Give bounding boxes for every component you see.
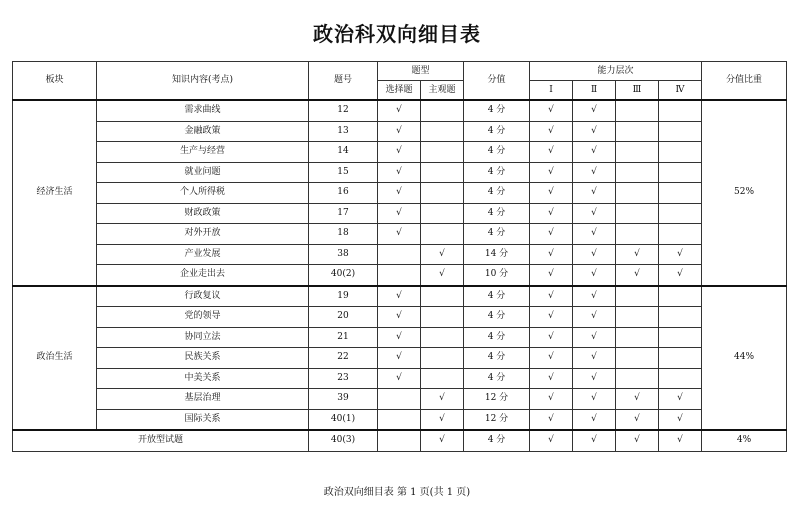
level-4-check: √ xyxy=(659,244,702,265)
table-row xyxy=(13,224,787,245)
level-3-check xyxy=(616,224,659,245)
number-cell: 40(2) xyxy=(309,265,378,286)
table-row xyxy=(13,409,787,430)
knowledge-cell: 中美关系 xyxy=(97,368,309,389)
knowledge-cell: 基层治理 xyxy=(97,389,309,410)
score-cell: 4 分 xyxy=(464,183,530,204)
subjective-check xyxy=(421,327,464,348)
level-3-check xyxy=(616,162,659,183)
level-2-check: √ xyxy=(573,389,616,410)
choice-check xyxy=(378,430,421,451)
level-3-check xyxy=(616,307,659,328)
subjective-check xyxy=(421,286,464,307)
choice-check: √ xyxy=(378,183,421,204)
table-row xyxy=(13,348,787,369)
level-4-check xyxy=(659,224,702,245)
knowledge-cell: 国际关系 xyxy=(97,409,309,430)
knowledge-cell: 协同立法 xyxy=(97,327,309,348)
ratio-cell: 4% xyxy=(702,430,787,451)
knowledge-cell: 企业走出去 xyxy=(97,265,309,286)
subjective-check xyxy=(421,162,464,183)
subjective-check xyxy=(421,348,464,369)
level-2-check: √ xyxy=(573,244,616,265)
level-1-check: √ xyxy=(530,430,573,451)
table-row xyxy=(13,307,787,328)
subjective-check xyxy=(421,183,464,204)
score-cell: 4 分 xyxy=(464,307,530,328)
level-3-check xyxy=(616,368,659,389)
level-4-check xyxy=(659,307,702,328)
table-body xyxy=(13,100,787,451)
subjective-check xyxy=(421,224,464,245)
table-row xyxy=(13,286,787,307)
number-cell: 38 xyxy=(309,244,378,265)
knowledge-cell: 财政政策 xyxy=(97,203,309,224)
level-4-check xyxy=(659,286,702,307)
score-cell: 4 分 xyxy=(464,286,530,307)
table-row xyxy=(13,203,787,224)
score-cell: 4 分 xyxy=(464,121,530,142)
level-3-check xyxy=(616,100,659,121)
knowledge-cell: 产业发展 xyxy=(97,244,309,265)
level-2-check: √ xyxy=(573,121,616,142)
choice-check: √ xyxy=(378,224,421,245)
choice-check: √ xyxy=(378,142,421,163)
score-cell: 4 分 xyxy=(464,327,530,348)
header-module: 板块 xyxy=(13,62,97,101)
table-row-open xyxy=(13,430,787,451)
level-1-check: √ xyxy=(530,183,573,204)
table-row xyxy=(13,265,787,286)
choice-check: √ xyxy=(378,162,421,183)
level-3-check xyxy=(616,348,659,369)
level-1-check: √ xyxy=(530,307,573,328)
choice-check xyxy=(378,244,421,265)
score-cell: 4 分 xyxy=(464,224,530,245)
level-3-check xyxy=(616,286,659,307)
level-3-check: √ xyxy=(616,265,659,286)
level-2-check: √ xyxy=(573,409,616,430)
knowledge-cell: 个人所得税 xyxy=(97,183,309,204)
table-row xyxy=(13,121,787,142)
score-cell: 4 分 xyxy=(464,162,530,183)
choice-check: √ xyxy=(378,100,421,121)
score-cell: 4 分 xyxy=(464,368,530,389)
number-cell: 15 xyxy=(309,162,378,183)
knowledge-cell: 生产与经营 xyxy=(97,142,309,163)
header-level-2: Ⅱ xyxy=(573,81,616,101)
table-row xyxy=(13,142,787,163)
level-3-check xyxy=(616,142,659,163)
page-title: 政治科双向细目表 xyxy=(313,22,481,46)
level-2-check: √ xyxy=(573,286,616,307)
table-row xyxy=(13,368,787,389)
level-4-check xyxy=(659,368,702,389)
number-cell: 19 xyxy=(309,286,378,307)
level-3-check: √ xyxy=(616,389,659,410)
number-cell: 21 xyxy=(309,327,378,348)
choice-check: √ xyxy=(378,203,421,224)
choice-check: √ xyxy=(378,286,421,307)
level-4-check xyxy=(659,142,702,163)
level-3-check: √ xyxy=(616,430,659,451)
number-cell: 16 xyxy=(309,183,378,204)
table-row xyxy=(13,162,787,183)
level-3-check xyxy=(616,183,659,204)
level-2-check: √ xyxy=(573,183,616,204)
level-2-check: √ xyxy=(573,100,616,121)
table-row xyxy=(13,183,787,204)
level-2-check: √ xyxy=(573,348,616,369)
score-cell: 4 分 xyxy=(464,348,530,369)
level-2-check: √ xyxy=(573,162,616,183)
level-4-check: √ xyxy=(659,409,702,430)
knowledge-cell: 就业问题 xyxy=(97,162,309,183)
level-1-check: √ xyxy=(530,368,573,389)
level-1-check: √ xyxy=(530,142,573,163)
score-cell: 12 分 xyxy=(464,409,530,430)
number-cell: 39 xyxy=(309,389,378,410)
level-4-check xyxy=(659,162,702,183)
level-1-check: √ xyxy=(530,244,573,265)
level-1-check: √ xyxy=(530,100,573,121)
choice-check xyxy=(378,389,421,410)
knowledge-cell: 对外开放 xyxy=(97,224,309,245)
score-cell: 4 分 xyxy=(464,430,530,451)
level-2-check: √ xyxy=(573,368,616,389)
table-row xyxy=(13,389,787,410)
header-level-3: Ⅲ xyxy=(616,81,659,101)
header-level-4: Ⅳ xyxy=(659,81,702,101)
level-1-check: √ xyxy=(530,121,573,142)
level-1-check: √ xyxy=(530,286,573,307)
level-4-check xyxy=(659,203,702,224)
header-ability-level: 能力层次 xyxy=(530,62,702,81)
level-4-check xyxy=(659,121,702,142)
level-4-check: √ xyxy=(659,430,702,451)
choice-check: √ xyxy=(378,307,421,328)
level-3-check: √ xyxy=(616,409,659,430)
number-cell: 20 xyxy=(309,307,378,328)
choice-check: √ xyxy=(378,368,421,389)
level-3-check xyxy=(616,327,659,348)
table-row xyxy=(13,327,787,348)
number-cell: 40(3) xyxy=(309,430,378,451)
number-cell: 22 xyxy=(309,348,378,369)
level-2-check: √ xyxy=(573,307,616,328)
level-3-check: √ xyxy=(616,244,659,265)
level-2-check: √ xyxy=(573,327,616,348)
subjective-check xyxy=(421,100,464,121)
subjective-check: √ xyxy=(421,430,464,451)
header-number: 题号 xyxy=(309,62,378,101)
header-score: 分值 xyxy=(464,62,530,101)
page-footer: 政治双向细目表 第 1 页(共 1 页) xyxy=(323,487,471,498)
level-4-check xyxy=(659,327,702,348)
knowledge-cell: 行政复议 xyxy=(97,286,309,307)
score-cell: 10 分 xyxy=(464,265,530,286)
level-1-check: √ xyxy=(530,327,573,348)
ratio-cell: 44% xyxy=(702,286,787,431)
level-3-check xyxy=(616,121,659,142)
subjective-check xyxy=(421,142,464,163)
header-level-1: Ⅰ xyxy=(530,81,573,101)
subjective-check: √ xyxy=(421,389,464,410)
subjective-check: √ xyxy=(421,409,464,430)
subjective-check xyxy=(421,121,464,142)
header-score-ratio: 分值比重 xyxy=(702,62,787,101)
level-2-check: √ xyxy=(573,142,616,163)
score-cell: 14 分 xyxy=(464,244,530,265)
level-4-check: √ xyxy=(659,265,702,286)
subjective-check: √ xyxy=(421,265,464,286)
score-cell: 4 分 xyxy=(464,203,530,224)
choice-check xyxy=(378,409,421,430)
ratio-cell: 52% xyxy=(702,100,787,286)
choice-check xyxy=(378,265,421,286)
knowledge-cell: 金融政策 xyxy=(97,121,309,142)
number-cell: 23 xyxy=(309,368,378,389)
header-knowledge: 知识内容(考点) xyxy=(97,62,309,101)
subjective-check xyxy=(421,368,464,389)
table-row xyxy=(13,100,787,121)
open-question-label: 开放型试题 xyxy=(13,430,309,451)
module-cell: 政治生活 xyxy=(13,286,97,431)
level-4-check xyxy=(659,100,702,121)
level-2-check: √ xyxy=(573,224,616,245)
score-cell: 4 分 xyxy=(464,100,530,121)
score-cell: 4 分 xyxy=(464,142,530,163)
header-choice: 选择题 xyxy=(378,81,421,101)
level-2-check: √ xyxy=(573,203,616,224)
choice-check: √ xyxy=(378,327,421,348)
module-cell: 经济生活 xyxy=(13,100,97,286)
level-2-check: √ xyxy=(573,265,616,286)
subjective-check xyxy=(421,307,464,328)
level-1-check: √ xyxy=(530,224,573,245)
subjective-check xyxy=(421,203,464,224)
number-cell: 14 xyxy=(309,142,378,163)
level-4-check xyxy=(659,348,702,369)
number-cell: 13 xyxy=(309,121,378,142)
number-cell: 12 xyxy=(309,100,378,121)
level-3-check xyxy=(616,203,659,224)
subjective-check: √ xyxy=(421,244,464,265)
level-1-check: √ xyxy=(530,348,573,369)
level-1-check: √ xyxy=(530,162,573,183)
header-question-type: 题型 xyxy=(378,62,464,81)
level-2-check: √ xyxy=(573,430,616,451)
number-cell: 18 xyxy=(309,224,378,245)
header-subjective: 主观题 xyxy=(421,81,464,101)
knowledge-cell: 需求曲线 xyxy=(97,100,309,121)
level-1-check: √ xyxy=(530,409,573,430)
choice-check: √ xyxy=(378,348,421,369)
level-1-check: √ xyxy=(530,203,573,224)
number-cell: 40(1) xyxy=(309,409,378,430)
score-cell: 12 分 xyxy=(464,389,530,410)
specification-table xyxy=(12,61,787,452)
level-4-check: √ xyxy=(659,389,702,410)
choice-check: √ xyxy=(378,121,421,142)
table-row xyxy=(13,244,787,265)
level-1-check: √ xyxy=(530,389,573,410)
knowledge-cell: 党的领导 xyxy=(97,307,309,328)
level-4-check xyxy=(659,183,702,204)
number-cell: 17 xyxy=(309,203,378,224)
knowledge-cell: 民族关系 xyxy=(97,348,309,369)
level-1-check: √ xyxy=(530,265,573,286)
